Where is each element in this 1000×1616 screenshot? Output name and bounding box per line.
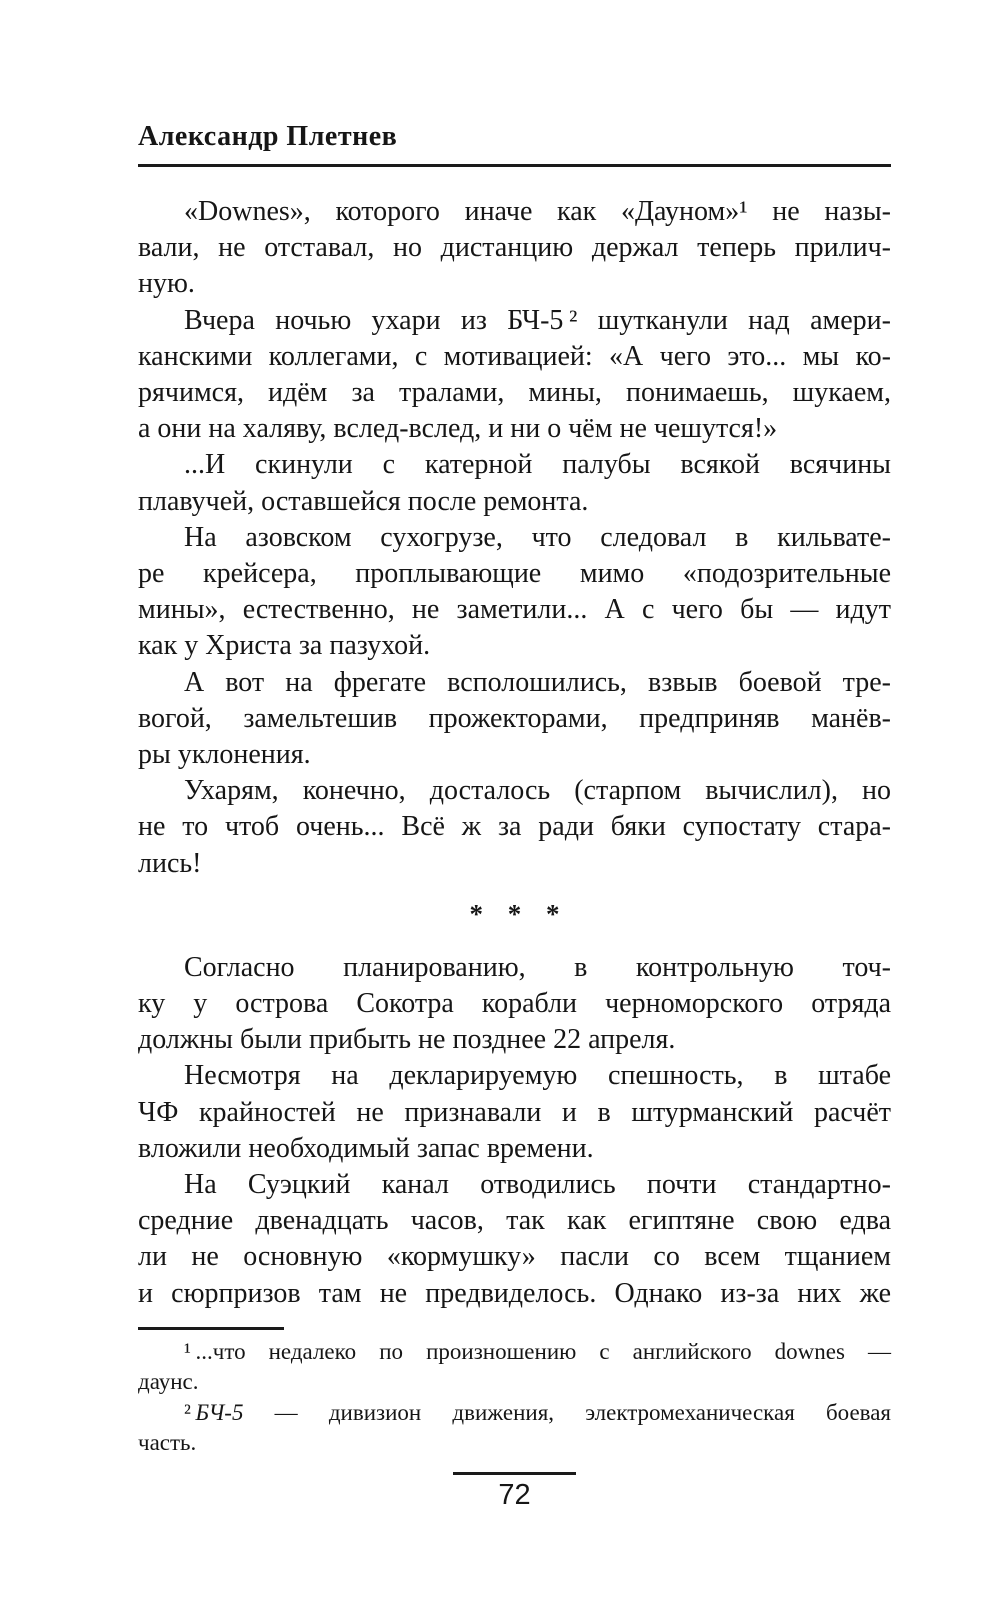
section-1 xyxy=(138,194,891,882)
text-run: ку у острова Сокотра корабли черноморского отряда xyxy=(138,988,891,1020)
text-line xyxy=(138,194,891,230)
text-line xyxy=(138,701,891,737)
text-line xyxy=(138,1131,891,1167)
footnote-rule xyxy=(138,1327,284,1330)
page-number: 72 xyxy=(498,1478,531,1511)
running-head-author: Александр Плетнев xyxy=(138,121,398,152)
text-line xyxy=(138,447,891,483)
text-line xyxy=(138,1239,891,1275)
text-line xyxy=(138,846,891,882)
text-line xyxy=(138,1428,891,1459)
text-run: лись! xyxy=(138,847,202,879)
text-line xyxy=(138,1398,891,1429)
text-line xyxy=(138,411,891,447)
text-run: и сюрпризов там не предвиделось. Однако из-за них же xyxy=(138,1277,891,1309)
text-line xyxy=(138,1367,891,1398)
text-run: Согласно планированию, в контрольную точ- xyxy=(184,951,891,983)
text-run: плавучей, оставшейся после ремонта. xyxy=(138,485,589,517)
text-line xyxy=(138,592,891,628)
text-line xyxy=(138,1276,891,1312)
paragraph xyxy=(138,1167,891,1312)
footnote-2 xyxy=(138,1398,891,1459)
text-run: вали, не отставал, но дистанцию держал теперь прилич- xyxy=(138,232,891,264)
text-line xyxy=(138,339,891,375)
section-2 xyxy=(138,950,891,1312)
text-line xyxy=(138,737,891,773)
text-run: а они на халяву, вслед-вслед, и ни о чём не чешутся!» xyxy=(138,413,778,445)
italic-term: БЧ-5 xyxy=(195,1399,244,1425)
text-run: ную. xyxy=(138,268,195,300)
text-run: Вчера ночью ухари из БЧ-5 ² шутканули над амери- xyxy=(184,304,891,336)
text-run: А вот на фрегате всполошились, взвыв боевой тре- xyxy=(184,666,891,698)
body-text xyxy=(138,194,891,1312)
text-run: «Downes», которого иначе как «Дауном»¹ не назы- xyxy=(184,196,891,227)
text-run: На азовском сухогрузе, что следовал в кильвате- xyxy=(184,521,891,553)
text-run: ры уклонения. xyxy=(138,739,311,771)
text-line xyxy=(138,950,891,986)
text-line xyxy=(138,809,891,845)
text-run: часть. xyxy=(138,1430,197,1456)
text-run: ЧФ крайностей не признавали и в штурманский расчёт xyxy=(138,1096,891,1128)
text-line xyxy=(138,303,891,339)
text-run: вложили необходимый запас времени. xyxy=(138,1132,594,1164)
text-line xyxy=(138,266,891,302)
text-run: как у Христа за пазухой. xyxy=(138,630,431,662)
text-run: — дивизион движения, электромеханическая боевая xyxy=(243,1399,891,1425)
text-run: Несмотря на декларируемую спешность, в штабе xyxy=(184,1060,891,1092)
text-run: мины», естественно, не заметили... А с чего бы — идут xyxy=(138,594,891,626)
paragraph xyxy=(138,303,891,448)
text-line xyxy=(138,986,891,1022)
paragraph xyxy=(138,773,891,882)
text-line xyxy=(138,520,891,556)
paragraph xyxy=(138,194,891,303)
text-line xyxy=(138,1058,891,1094)
text-line xyxy=(138,1095,891,1131)
text-line xyxy=(138,375,891,411)
footnotes xyxy=(138,1337,891,1459)
text-run: средние двенадцать часов, так как египтяне свою едва xyxy=(138,1205,891,1237)
header-rule xyxy=(138,164,891,167)
text-run: даунс. xyxy=(138,1369,199,1395)
text-run: ре крейсера, проплывающие мимо «подозрительные xyxy=(138,558,891,590)
text-line xyxy=(138,556,891,592)
text-line xyxy=(138,1203,891,1239)
text-line xyxy=(138,1167,891,1203)
paragraph xyxy=(138,1058,891,1167)
text-line xyxy=(138,230,891,266)
text-run: На Суэцкий канал отводились почти стандартно- xyxy=(184,1169,891,1201)
text-run: ли не основную «кормушку» пасли со всем тщанием xyxy=(138,1241,891,1273)
paragraph xyxy=(138,665,891,774)
text-run: канскими коллегами, с мотивацией: «А чего это... мы ко- xyxy=(138,340,891,372)
section-separator: * * * xyxy=(469,898,569,929)
text-line xyxy=(138,628,891,664)
text-line xyxy=(138,1022,891,1058)
text-line xyxy=(138,1337,891,1368)
text-run: Ухарям, конечно, досталось (старпом вычислил), но xyxy=(184,775,891,807)
paragraph xyxy=(138,520,891,665)
text-line xyxy=(138,484,891,520)
page-number-rule xyxy=(453,1472,576,1475)
text-run: рячимся, идём за тралами, мины, понимаешь, шукаем, xyxy=(138,377,891,409)
paragraph xyxy=(138,950,891,1059)
text-line xyxy=(138,773,891,809)
text-run: должны были прибыть не позднее 22 апреля. xyxy=(138,1024,676,1056)
footnote-1 xyxy=(138,1337,891,1398)
text-line xyxy=(138,665,891,701)
text-run: не то чтоб очень... Всё ж за ради бяки супостату стара- xyxy=(138,811,891,843)
text-run: ...И скинули с катерной палубы всякой всячины xyxy=(184,449,891,481)
text-run: ² xyxy=(184,1399,196,1425)
text-run: ¹ ...что недалеко по произношению с английского downes — xyxy=(184,1338,891,1364)
paragraph xyxy=(138,447,891,519)
text-run: вогой, замельтешив прожекторами, предприняв манёв- xyxy=(138,702,891,734)
